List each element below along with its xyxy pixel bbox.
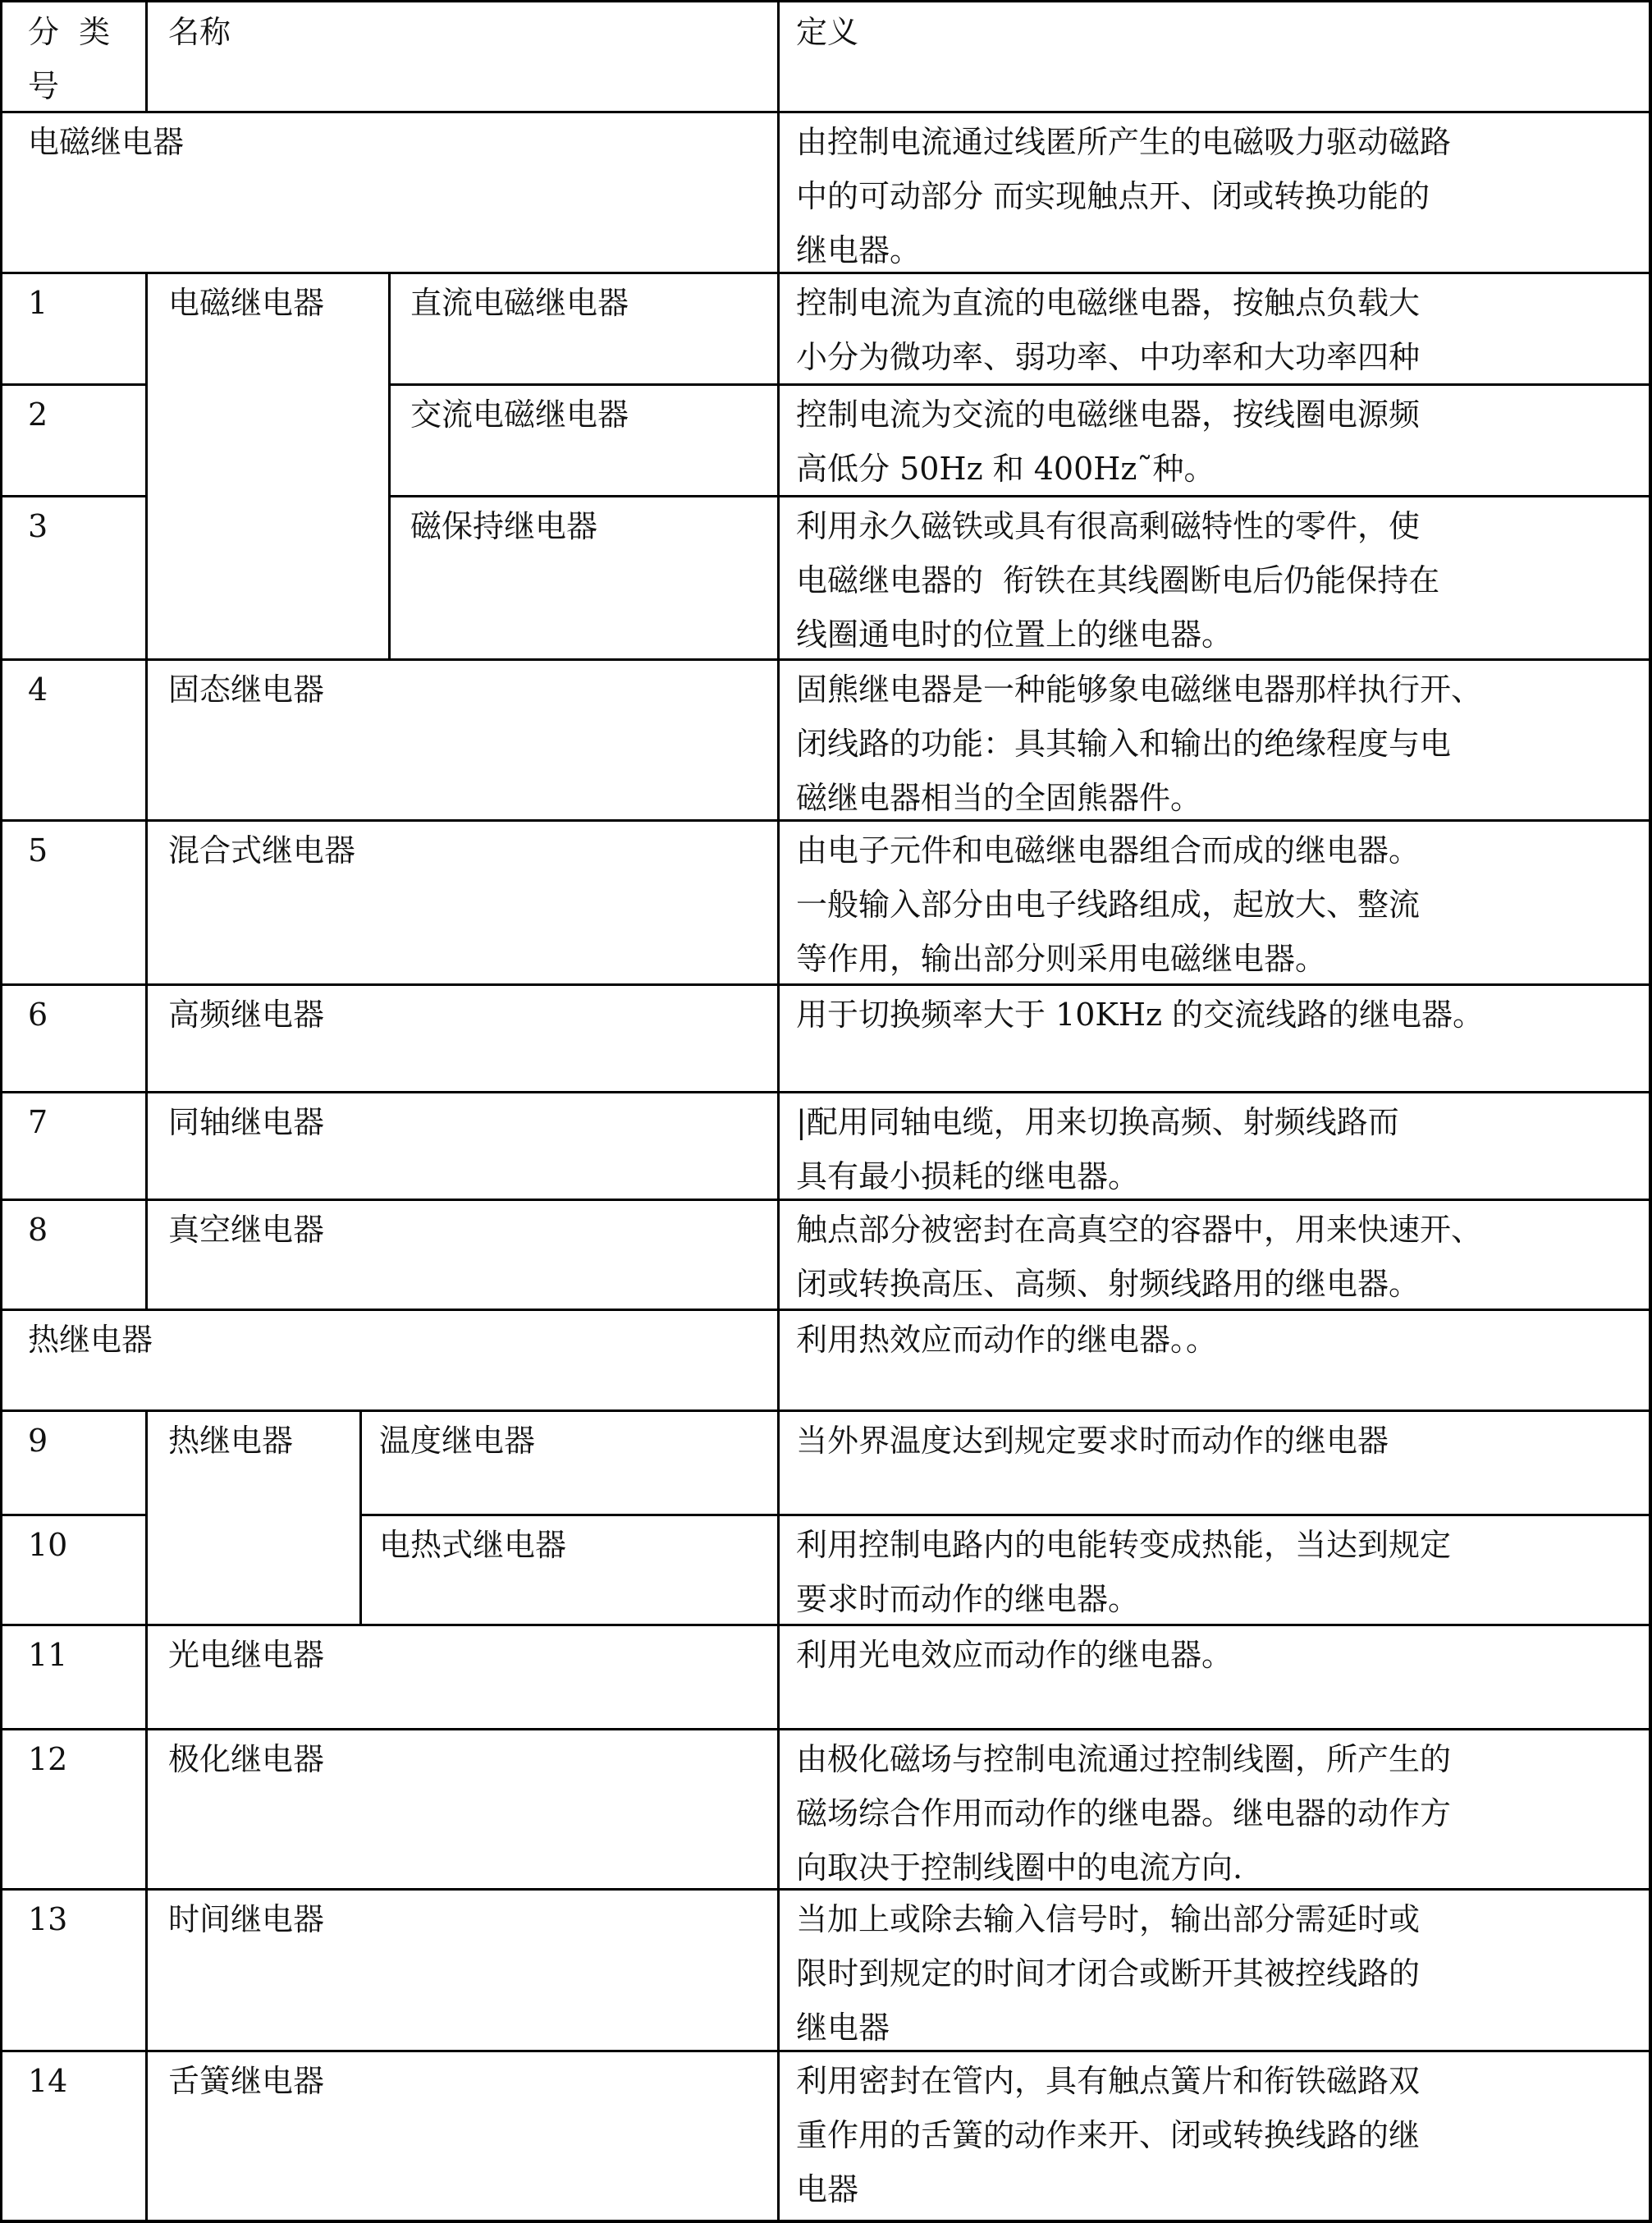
sub-name: 交流电磁继电器 [410, 396, 629, 433]
row-number: 7 [28, 1104, 48, 1140]
sub-name: 直流电磁继电器 [410, 285, 629, 321]
relay-name: 真空继电器 [168, 1212, 325, 1248]
row-number: 9 [28, 1423, 48, 1459]
definition-cell: 由控制电流通过线匿所产生的电磁吸力驱动磁路 中的可动部分 而实现触点开、闭或转换功能的 继电器。 [796, 124, 1452, 268]
row-line [0, 111, 1652, 113]
row-line [0, 1728, 1652, 1730]
relay-name: 固态继电器 [168, 671, 325, 708]
definition-cell: 利用密封在管内，具有触点簧片和衔铁磁路双 重作用的舌簧的动作来开、闭或转换线路的继 电器 [796, 2063, 1421, 2207]
group-name: 热继电器 [28, 1322, 153, 1358]
definition-cell: 利用永久磁铁或具有很高剩磁特性的零件，使 电磁继电器的 衔铁在其线圈断电后仍能保持在 线圈通电时的位置上的继电器。 [796, 508, 1440, 653]
col-divider-number-lower [145, 1410, 148, 2223]
row-number: 5 [28, 832, 48, 869]
relay-name: 舌簧继电器 [168, 2063, 325, 2099]
row-line-partial [0, 1514, 148, 1516]
relay-name: 高频继电器 [168, 997, 325, 1033]
relay-name: 同轴继电器 [168, 1104, 325, 1140]
group-name: 电磁继电器 [28, 124, 185, 160]
parent-name: 热继电器 [168, 1423, 294, 1459]
sub-name: 电热式继电器 [379, 1527, 567, 1563]
col-divider-number [145, 273, 148, 1309]
row-line [0, 1091, 1652, 1093]
definition-cell: 触点部分被密封在高真空的容器中，用来快速开、 闭或转换高压、高频、射频线路用的继电器。 [796, 1212, 1483, 1302]
row-number: 8 [28, 1212, 48, 1248]
row-line-partial [0, 495, 148, 497]
sub-name: 磁保持继电器 [410, 508, 598, 544]
definition-cell: 利用控制电路内的电能转变成热能，当达到规定 要求时而动作的继电器。 [796, 1527, 1452, 1617]
header-definition: 定义 [796, 14, 859, 50]
table-border-top [0, 0, 1652, 2]
row-line-partial [359, 1514, 1652, 1516]
row-line-partial [0, 383, 148, 386]
row-number: 10 [28, 1527, 68, 1563]
definition-cell: 由极化磁场与控制电流通过控制线圈，所产生的 磁场综合作用而动作的继电器。继电器的动作方 向取决于控制线圈中的电流方向. [796, 1741, 1452, 1886]
sub-divider-electromagnetic [388, 273, 391, 660]
relay-name: 时间继电器 [168, 1901, 325, 1937]
definition-cell: 控制电流为直流的电磁继电器，按触点负载大 小分为微功率、弱功率、中功率和大功率四种 [796, 285, 1421, 375]
row-number: 12 [28, 1741, 68, 1777]
definition-cell: 利用光电效应而动作的继电器。 [796, 1637, 1233, 1673]
definition-cell: 固熊继电器是一种能够象电磁继电器那样执行开、 闭线路的功能：具其输入和输出的绝缘程度与电 磁继电器相当的全固熊器件。 [796, 671, 1483, 816]
row-number: 1 [28, 285, 48, 321]
table-border-bottom [0, 2220, 1652, 2223]
header-number: 分 类 号 [28, 14, 111, 104]
definition-cell: 由电子元件和电磁继电器组合而成的继电器。 一般输入部分由电子线路组成，起放大、整流 等作用，输出部分则采用电磁继电器。 [796, 832, 1421, 977]
row-number: 13 [28, 1901, 68, 1937]
col-divider-number-top [145, 0, 148, 112]
definition-cell: 用于切换频率大于 10KHz 的交流线路的继电器。 [796, 997, 1485, 1033]
definition-cell: 当加上或除去输入信号时，输出部分需延时或 限时到规定的时间才闭合或断开其被控线路的 继电器 [796, 1901, 1421, 2046]
sub-name: 温度继电器 [379, 1423, 536, 1459]
row-number: 2 [28, 396, 48, 433]
parent-name: 电磁继电器 [168, 285, 325, 321]
row-number: 11 [28, 1637, 68, 1673]
row-number: 3 [28, 508, 48, 544]
row-number: 4 [28, 671, 48, 708]
row-number: 14 [28, 2063, 68, 2099]
relay-name: 混合式继电器 [168, 832, 356, 869]
definition-cell: 当外界温度达到规定要求时而动作的继电器 [796, 1423, 1389, 1459]
row-line [0, 1409, 1652, 1412]
definition-cell: 利用热效应而动作的继电器。。 [796, 1322, 1218, 1358]
header-name: 名称 [168, 14, 231, 50]
row-number: 6 [28, 997, 48, 1033]
relay-name: 极化继电器 [168, 1741, 325, 1777]
relay-name: 光电继电器 [168, 1637, 325, 1673]
definition-cell: |配用同轴电缆，用来切换高频、射频线路而 具有最小损耗的继电器。 [796, 1104, 1399, 1194]
sub-divider-thermal [359, 1410, 362, 1625]
definition-cell: 控制电流为交流的电磁继电器，按线圈电源频 高低分 50Hz 和 400Hz˜种。 [796, 396, 1421, 487]
